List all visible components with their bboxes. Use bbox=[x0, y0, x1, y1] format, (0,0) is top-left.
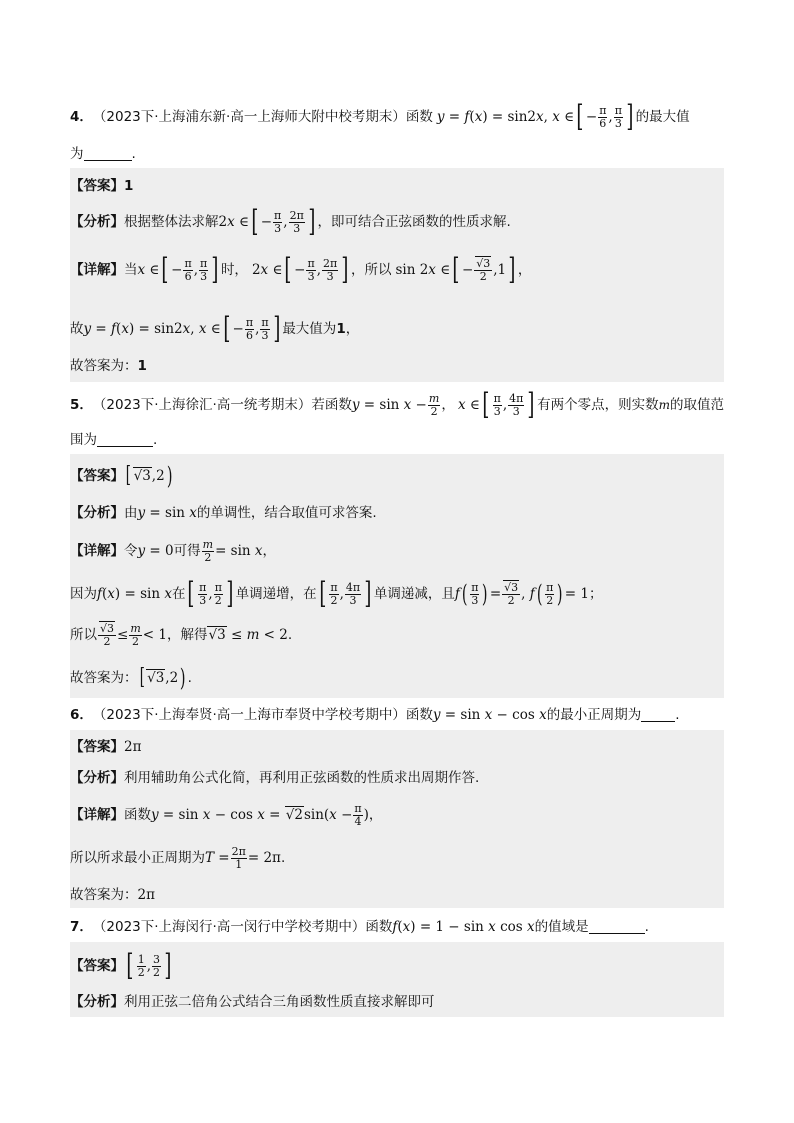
q5-line2-formula-1: f(x) = sin x bbox=[97, 585, 172, 602]
q4-formula: y = f(x) = sin2x, x ∈ bbox=[436, 108, 575, 125]
q6-answer-blank[interactable] bbox=[641, 709, 675, 722]
q7-formula: f(x) = 1 − sin x cos x bbox=[392, 918, 535, 935]
q6-answer bbox=[70, 737, 724, 757]
q5-source: （2023下·上海徐汇·高一统考期末） bbox=[92, 396, 312, 413]
q6-detail-formula: y = sin x − cos x = √2sin(x − bbox=[151, 806, 353, 823]
q7-analysis bbox=[70, 992, 724, 1012]
q4-final bbox=[70, 356, 724, 376]
q7-stem-text: 函数 bbox=[365, 918, 393, 935]
q4-detail-formula-3: sin 2x ∈ bbox=[395, 261, 451, 278]
q5-number: 5． bbox=[70, 396, 93, 413]
q5-detail: 【详解】 令 y = 0 可得 $\frac{m}{2}$ = sin x ， bbox=[70, 537, 277, 564]
detail-label: 【详解】 bbox=[70, 806, 124, 823]
q4-analysis-text: 根据整体法求解 bbox=[124, 213, 219, 230]
q6-stem-end: . bbox=[675, 706, 680, 723]
q6-line2-text: 所以所求最小正周期为 bbox=[70, 849, 205, 866]
q7-analysis-text: 利用正弦二倍角公式结合三角函数性质直接求解即可 bbox=[124, 993, 435, 1010]
q4-source: （2023下·上海浦东新·高一上海师大附中校考期末） bbox=[92, 108, 406, 125]
q6-stem-text: 函数 bbox=[405, 706, 433, 723]
q6-number: 6． bbox=[70, 706, 93, 723]
q5-domain: x ∈ bbox=[457, 396, 480, 413]
q4-detail-text-3: ，所以 bbox=[350, 261, 392, 278]
q5-stem-line1: 5． （2023下·上海徐汇·高一统考期末） 若函数 y = sin x − $\frac{m}{2}$ ， x ∈ [ $\frac{\pi}{3}$ , $\frac{4\pi}{3}$ ] 有两个零点，则实数 m 的取值范 bbox=[70, 387, 724, 422]
q4-detail-text: 当 bbox=[124, 261, 138, 278]
q6-answer-value: 2π bbox=[124, 738, 142, 755]
q4-conclusion-formula: y = f(x) = sin2x, x ∈ bbox=[83, 320, 221, 337]
q5-stem-text-5: 围为 bbox=[70, 431, 97, 448]
q5-line2-text-4: 单调递减，且 bbox=[373, 585, 455, 602]
q4-conclusion-value: 1 bbox=[336, 320, 346, 337]
q5-line3-text-3: . bbox=[287, 626, 293, 643]
q4-detail-text-2: 时， bbox=[220, 261, 248, 278]
q4-detail: 【详解】 当 x ∈ [ − $\frac{\pi}{6}$ , $\frac{\pi}{3}$ ] 时， 2x ∈ [ − $\frac{\pi}{3}$ , $\frac{2\pi}{3}$ ] ，所以 sin 2x ∈ [ − $\frac{√3}{2}$ ,1 ] ， bbox=[70, 252, 532, 287]
final-answer-label: 故答案为： bbox=[70, 886, 138, 903]
q5-final-end: . bbox=[187, 669, 192, 686]
q5-line2-text-5: ； bbox=[588, 585, 603, 602]
final-answer-label: 故答案为： bbox=[70, 357, 138, 374]
q7-stem bbox=[70, 917, 724, 937]
q4-analysis-formula: 2x ∈ bbox=[218, 213, 250, 230]
q5-line2-text-2: 在 bbox=[171, 585, 186, 602]
q5-analysis bbox=[70, 503, 724, 523]
answer-label: 【答案】 bbox=[70, 738, 124, 755]
q6-stem-text-2: 的最小正周期为 bbox=[546, 706, 642, 723]
q7-answer-blank[interactable] bbox=[589, 921, 645, 934]
q5-detail-text: 令 bbox=[124, 542, 138, 559]
q7-stem-text-2: 的值域是 bbox=[534, 918, 589, 935]
q5-stem-text-4: 的取值范 bbox=[670, 396, 724, 413]
q4-detail-formula-2: 2x ∈ bbox=[251, 261, 283, 278]
q5-stem-text-3: 有两个零点，则实数 bbox=[537, 396, 659, 413]
q5-detail-formula-2: = sin x bbox=[215, 542, 263, 559]
analysis-label: 【分析】 bbox=[70, 769, 124, 786]
q4-stem-text-2: 的最大值 bbox=[635, 108, 690, 125]
q6-detail-text-2: ， bbox=[368, 806, 383, 823]
detail-label: 【详解】 bbox=[70, 261, 124, 278]
q6-detail-line2: 所以所求最小正周期为 T = $\frac{2\pi}{1}$ = 2π . bbox=[70, 844, 286, 871]
analysis-label: 【分析】 bbox=[70, 213, 124, 230]
q4-stem-line2 bbox=[70, 144, 724, 164]
q5-detail-line2: 因为 f(x) = sin x 在 [ $\frac{\pi}{3}$ , $\frac{\pi}{2}$ ] 单调递增，在 [ $\frac{\pi}{2}$ , $\frac{4\pi}{3}$ ] 单调递减，且 f ( $\frac{\pi}{3}$ ) = $\frac{√3}{2}$ , f ( $\frac{\pi}{2}$ ) = 1 ； bbox=[70, 576, 603, 611]
q6-source: （2023下·上海奉贤·高一上海市奉贤中学校考期中） bbox=[92, 706, 406, 723]
q4-answer bbox=[70, 176, 724, 196]
q7-source: （2023下·上海闵行·高一闵行中学校考期中） bbox=[92, 918, 366, 935]
detail-label: 【详解】 bbox=[70, 542, 124, 559]
q4-conclusion-text-2: 最大值为 bbox=[282, 320, 337, 337]
q4-final-value: 1 bbox=[137, 357, 147, 374]
q5-analysis-text: 由 bbox=[124, 504, 138, 521]
q4-analysis: 【分析】 根据整体法求解 2x ∈ [ − $\frac{\pi}{3}$ , $\frac{2\pi}{3}$ ] ，即可结合正弦函数的性质求解. bbox=[70, 204, 511, 239]
q5-analysis-text-2: 的单调性，结合取值可求答案. bbox=[196, 504, 377, 521]
q5-formula: y = sin x − bbox=[351, 396, 427, 413]
q7-stem-end: . bbox=[644, 918, 649, 935]
q4-conclusion-end: ， bbox=[345, 320, 360, 337]
q5-line2-text-3: 单调递增，在 bbox=[235, 585, 317, 602]
q4-detail-formula-1: x ∈ bbox=[137, 261, 160, 278]
q5-detail-line3: 所以 $\frac{√3}{2}$ ≤ $\frac{m}{2}$ < 1 ，解得 √3 ≤ m < 2 . bbox=[70, 621, 293, 648]
q7-number: 7． bbox=[70, 918, 93, 935]
answer-label: 【答案】 bbox=[70, 957, 124, 974]
q5-stem-line2 bbox=[70, 430, 724, 450]
q4-stem-text: 函数 bbox=[405, 108, 433, 125]
q5-answer-blank[interactable] bbox=[97, 434, 153, 447]
q4-stem-end: . bbox=[131, 145, 136, 162]
q5-stem-text-2: ， bbox=[441, 396, 455, 413]
q4-stem-line1: 4． （2023下·上海浦东新·高一上海师大附中校考期末） 函数 y = f(x) = sin2x, x ∈ [ − $\frac{\pi}{6}$ , $\frac{\pi}{3}$ ] 的最大值 bbox=[70, 99, 690, 134]
q5-line3-text: 所以 bbox=[70, 626, 97, 643]
q4-answer-value: 1 bbox=[124, 177, 134, 194]
q5-final: 故答案为： [ √3,2 ) . bbox=[70, 664, 192, 692]
q5-detail-text-3: ， bbox=[262, 542, 277, 559]
q6-line2-text-2: . bbox=[280, 849, 286, 866]
q6-detail-text: 函数 bbox=[124, 806, 151, 823]
q4-stem-text-3: 为 bbox=[70, 145, 84, 162]
q6-formula: y = sin x − cos x bbox=[432, 706, 547, 723]
q6-analysis-text: 利用辅助角公式化简，再利用正弦函数的性质求出周期作答. bbox=[124, 769, 480, 786]
analysis-label: 【分析】 bbox=[70, 993, 124, 1010]
answer-label: 【答案】 bbox=[70, 177, 124, 194]
answer-label: 【答案】 bbox=[70, 467, 124, 484]
q5-line2-text: 因为 bbox=[70, 585, 97, 602]
q6-final-value: 2π bbox=[137, 886, 155, 903]
q5-analysis-formula: y = sin x bbox=[137, 504, 197, 521]
q5-line3-text-2: ，解得 bbox=[166, 626, 208, 643]
q7-answer: 【答案】 [ $\frac{1}{2}$ , $\frac{3}{2}$ ] bbox=[70, 948, 172, 983]
q5-stem-end: . bbox=[153, 431, 158, 448]
q6-stem bbox=[70, 705, 724, 725]
q6-final bbox=[70, 885, 724, 905]
q5-detail-text-2: 可得 bbox=[173, 542, 201, 559]
q4-detail-text-4: ， bbox=[517, 261, 532, 278]
q4-conclusion: 故 y = f(x) = sin2x, x ∈ [ − $\frac{\pi}{6}$ , $\frac{\pi}{3}$ ] 最大值为 1 ， bbox=[70, 311, 360, 346]
q6-analysis bbox=[70, 768, 724, 788]
final-answer-label: 故答案为： bbox=[70, 669, 138, 686]
q4-analysis-text-2: ，即可结合正弦函数的性质求解. bbox=[317, 213, 511, 230]
q5-answer: 【答案】 [ √3,2 ) bbox=[70, 462, 173, 490]
q4-conclusion-text: 故 bbox=[70, 320, 84, 337]
q5-stem-text: 若函数 bbox=[311, 396, 352, 413]
analysis-label: 【分析】 bbox=[70, 504, 124, 521]
q5-detail-formula-1: y = 0 bbox=[137, 542, 174, 559]
q6-detail: 【详解】 函数 y = sin x − cos x = √2sin(x − $\frac{\pi}{4}$ ) ， bbox=[70, 801, 383, 828]
q4-answer-blank[interactable] bbox=[84, 148, 132, 161]
q4-number: 4． bbox=[70, 108, 93, 125]
